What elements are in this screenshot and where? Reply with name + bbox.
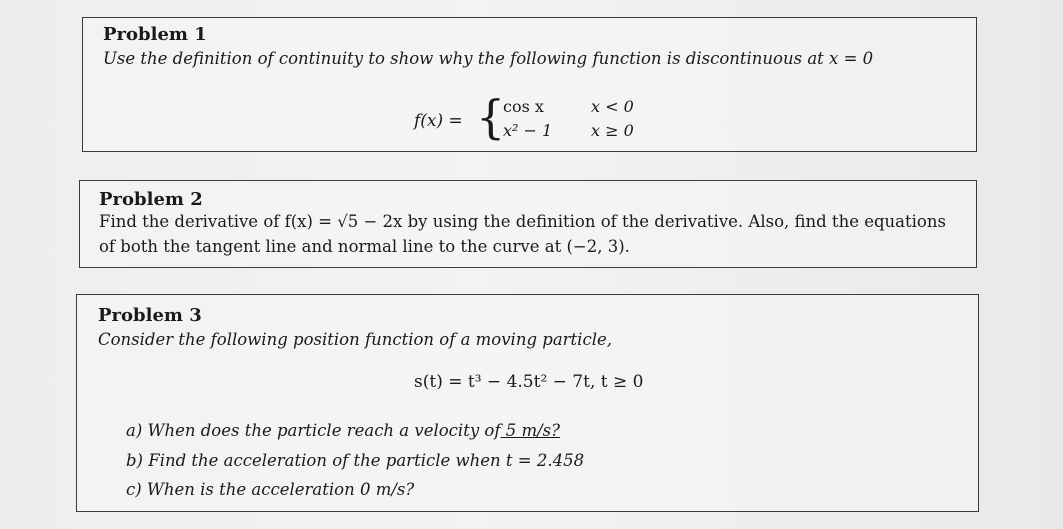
piecewise-brace: { — [476, 90, 506, 144]
item-b: b) Find the acceleration of the particle when t = 2.458 — [126, 451, 585, 470]
problem-3-statement: Consider the following position function of a moving particle, — [98, 330, 612, 349]
problem-1-statement: Use the definition of continuity to show why the following function is discontinuous at x = 0 — [103, 49, 874, 68]
piecewise-lhs: f(x) = — [414, 111, 463, 131]
problem-2-title: Problem 2 — [99, 189, 203, 210]
case-2-condition: x ≥ 0 — [591, 121, 634, 140]
problem-3-title: Problem 3 — [98, 305, 202, 326]
item-c: c) When is the acceleration 0 m/s? — [126, 480, 415, 499]
problem-1-title: Problem 1 — [103, 24, 207, 45]
item-a-text: a) When does the particle reach a velocity of — [126, 421, 501, 440]
position-function: s(t) = t³ − 4.5t² − 7t, t ≥ 0 — [414, 372, 644, 392]
problem-2-line-1: Find the derivative of f(x) = √5 − 2x by using the definition of the derivative. Also, find the equations — [99, 212, 946, 231]
case-1-condition: x < 0 — [591, 97, 634, 116]
problem-2-line-2: of both the tangent line and normal line to the curve at (−2, 3). — [99, 237, 630, 256]
item-a — [126, 421, 560, 440]
case-2-expression: x² − 1 — [503, 121, 553, 140]
case-1-expression: cos x — [503, 97, 544, 116]
item-a-value: 5 m/s? — [500, 421, 560, 440]
